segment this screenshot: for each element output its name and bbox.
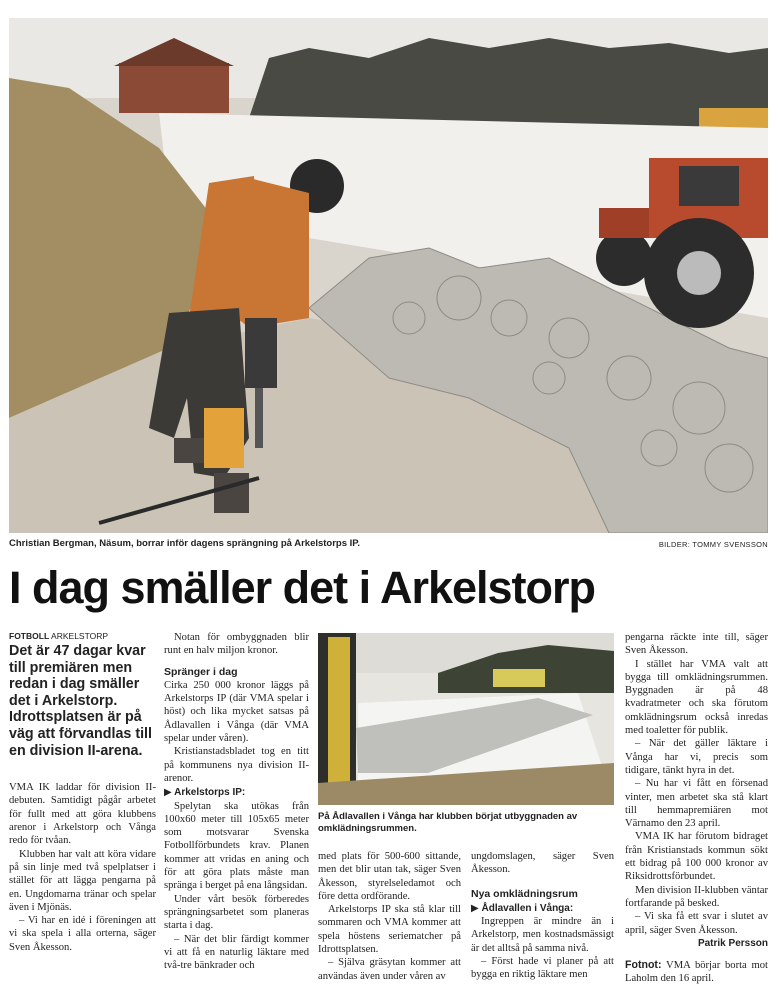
footnote-label: Fotnot: — [625, 959, 662, 972]
column-2 — [164, 631, 309, 972]
subheading: Nya omklädningsrum — [471, 887, 578, 900]
paragraph: Men division II-klubben väntar fortfarande på besked. — [625, 884, 768, 909]
paragraph: I stället har VMA valt att bygga till omklädningsrummen. Byggnaden är på 48 kvadratmeter och ska förutom omklädningsrum också inredas med toaletter för publik. — [625, 658, 768, 737]
byline: Patrik Persson — [697, 937, 768, 949]
paragraph: med plats för 500-600 sittande, men det blir utan tak, säger Sven Åkesson, styrelseledamot och före detta ordförande. — [318, 851, 461, 902]
subheading-arrow — [471, 902, 614, 915]
photo-credit: BILDER: TOMMY SVENSSON — [658, 540, 768, 549]
ingress: Det är 47 dagar kvar till premiären men redan i dag smäller det i Arkelstorp. Idrottsplatsen är på väg att förvandlas till en division II-arena. — [9, 643, 153, 759]
subheading-label: Arkelstorps IP: — [174, 787, 246, 799]
paragraph: Cirka 250 000 kronor läggs på Arkelstorps IP (där VMA spelar i höst) och lika mycket satsas på Ådlavallen i Vånga (där VMA spelar under våren). — [164, 679, 309, 745]
column-4 — [471, 850, 614, 982]
paragraph: Spelytan ska utökas från 100x60 meter till 105x65 meter som motsvarar Svenska Fotbollförbundets krav. Planen kommer att vridas en aning och för att göra plats måste man spränga i berget på ena långsidan. — [164, 800, 309, 892]
paragraph: Arkelstorps IP ska stå klar till sommaren och VMA kommer att spela höstens seriematcher på Idrottsplatsen. — [318, 904, 461, 956]
main-photo — [9, 18, 768, 533]
paragraph: – Nu har vi fått en försenad vinter, men arbetet ska stå klart till hemmapremiären mot Värnamo den 23 april. — [625, 778, 768, 830]
column-1-body — [9, 781, 156, 954]
secondary-photo-caption: På Ådlavallen i Vånga har klubben börjat utbyggnaden av omklädningsrummen. — [318, 811, 578, 834]
paragraph: VMA IK laddar för division II-debuten. Samtidigt pågår arbetet för fullt med att göra klubbens arenor i Arkelstorp och Vånga redo för tvåan. — [9, 782, 156, 847]
secondary-photo — [318, 633, 614, 805]
paragraph: – När det blir färdigt kommer vi att få en naturlig läktare med två-tre bänkrader och — [164, 933, 309, 972]
paragraph: pengarna räckte inte till, säger Sven Åkesson. — [625, 632, 768, 657]
paragraph: ungdomslagen, säger Sven Åkesson. — [471, 851, 614, 876]
paragraph: Notan för ombyggnaden blir runt en halv miljon kronor. — [164, 632, 309, 657]
footnote — [625, 959, 768, 986]
paragraph: – Först hade vi planer på att bygga en riktig läktare men — [471, 956, 614, 981]
secondary-photo-illustration — [318, 633, 614, 805]
main-photo-illustration — [9, 18, 768, 533]
paragraph: – Vi ska få ett svar i slutet av april, säger Sven Åkesson. — [625, 911, 768, 936]
paragraph: – Själva gräsytan kommer att användas även under våren av — [318, 957, 461, 982]
column-3 — [318, 850, 461, 983]
section-label: FOTBOLL — [9, 631, 50, 641]
section-tag — [9, 631, 156, 641]
paragraph: Klubben har valt att köra vidare på sin linje med två spelplatser i stället för att lägga pengarna på en. Ungdomarna tränar och spelar även i Mjönäs. — [9, 848, 156, 913]
subheading: Spränger i dag — [164, 665, 238, 678]
paragraph: – När det gäller läktare i Vånga har vi, precis som tidigare, tänkt hyra in det. — [625, 738, 768, 776]
paragraph: Kristianstadsbladet tog en titt på kommunens nya division II-arenor. — [164, 746, 309, 784]
subheading-arrow — [164, 786, 309, 799]
main-photo-caption: Christian Bergman, Näsum, borrar inför dagens sprängning på Arkelstorps IP. — [9, 538, 361, 549]
paragraph: Under vårt besök förberedes sprängningsarbetet som planeras starta i dag. — [164, 893, 309, 932]
triangle-right-icon: ▶ — [164, 787, 172, 799]
column-1 — [9, 631, 156, 954]
column-5 — [625, 631, 768, 986]
triangle-right-icon: ▶ — [471, 902, 479, 914]
subheading-label: Ådlavallen i Vånga: — [481, 902, 574, 914]
headline: I dag smäller det i Arkelstorp — [9, 562, 596, 613]
paragraph: Ingreppen är mindre än i Arkelstorp, men kostnadsmässigt är det alltså på samma nivå. — [471, 916, 614, 954]
paragraph: VMA IK har förutom bidraget från Kristianstads kommun sökt ett bidrag på 100 000 kronor av Riksidrottsförbundet. — [625, 831, 768, 883]
place-label: ARKELSTORP — [51, 631, 109, 641]
paragraph: – Vi har en idé i föreningen att vi ska spela i alla orterna, säger Sven Åkesson. — [9, 915, 156, 953]
footnote-text: VMA börjar borta mot Laholm den 16 april. — [625, 960, 768, 985]
